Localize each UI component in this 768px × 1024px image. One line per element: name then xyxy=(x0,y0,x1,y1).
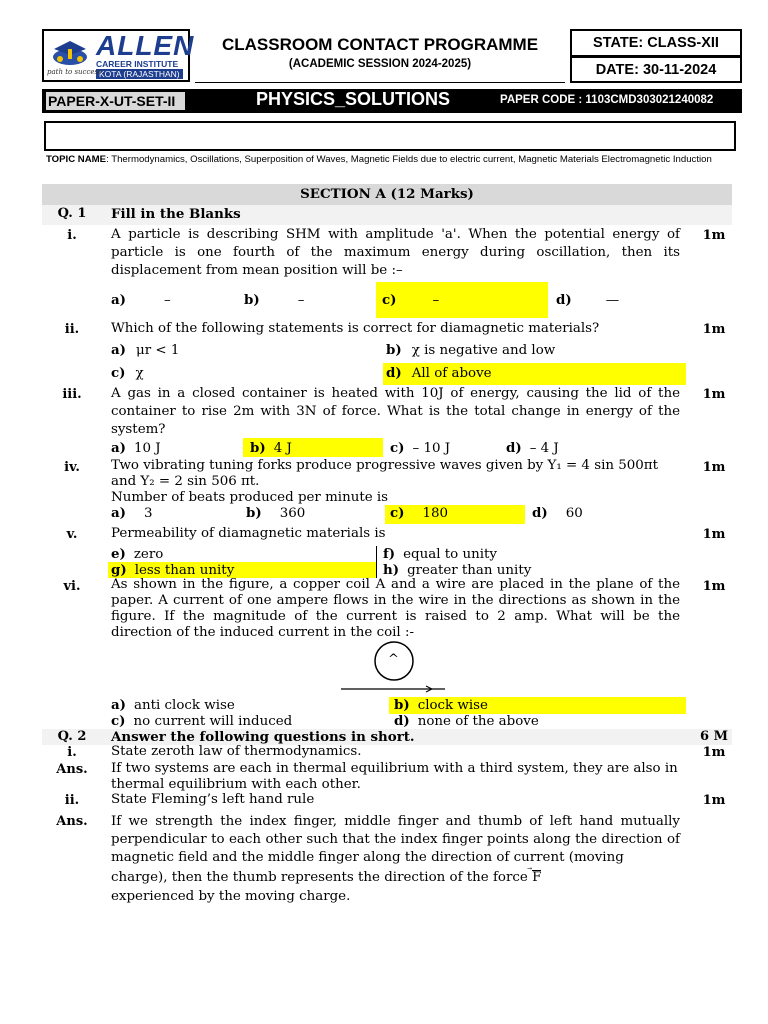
q1-iv-option-d: d) 60 xyxy=(532,505,583,521)
q1-v-option-e: e) zero xyxy=(111,546,164,562)
logo-tagline: path to success xyxy=(47,68,102,76)
q1-iii-option-d: d) – 4 J xyxy=(506,440,559,456)
q2-ii-number: ii. xyxy=(64,793,80,808)
q1-iv-option-b: b) 360 xyxy=(246,505,306,521)
q1-i-number: i. xyxy=(67,228,77,243)
force-symbol: F xyxy=(532,870,542,885)
logo-brand: ALLEN xyxy=(96,30,195,61)
q2-i-answer-text: If two systems are each in thermal equilibrium with a third system, they are also in thermal equilibrium with each other. xyxy=(111,761,678,792)
q1-v-divider xyxy=(376,546,377,578)
coil-symbol: ^ xyxy=(388,652,399,667)
allen-logo-icon xyxy=(48,35,92,69)
q1-iii-option-a: a) 10 J xyxy=(111,440,161,456)
q1-iv-text-3: Number of beats produced per minute is xyxy=(111,490,389,505)
q1-v-option-g: g) less than unity xyxy=(111,562,235,578)
q1-vi-number: vi. xyxy=(63,579,81,594)
q1-vi-option-b: b) clock wise xyxy=(394,697,488,713)
topic-line xyxy=(46,154,736,166)
q1-iii-number: iii. xyxy=(62,387,82,402)
paper-set: PAPER-X-UT-SET-II xyxy=(46,92,185,110)
q2-ii-answer-text-2 xyxy=(111,869,680,887)
q1-vi-option-d: d) none of the above xyxy=(394,713,539,729)
q1-title: Fill in the Blanks xyxy=(111,206,241,222)
topic-label: TOPIC NAME xyxy=(46,154,107,165)
q1-iv-option-a: a) 3 xyxy=(111,505,153,521)
logo-sub: CAREER INSTITUTE xyxy=(96,59,179,69)
q2-ii-mark: 1m xyxy=(702,793,726,808)
force-vector xyxy=(532,869,541,887)
q2-ii-text: State Fleming’s left hand rule xyxy=(111,792,315,807)
q1-iii-text: A gas in a closed container is heated with 10J of energy, causing the lid of the container to rise 2m with 3N of force. What is the total change in energy of the system? xyxy=(111,386,680,437)
q1-iv-text-2: and Y₂ = 2 sin 506 πt. xyxy=(111,474,260,489)
q1-iv-option-c: c) 180 xyxy=(390,505,449,521)
q1-i-option-a: a) – xyxy=(111,292,171,308)
q2-i-answer-label: Ans. xyxy=(56,762,88,777)
q1-vi-text: As shown in the figure, a copper coil A and a wire are placed in the plane of the paper. A current of one ampere flows in the wire in the directions as shown in the figure. If the magnitude of the current is raised to 2 amp. What will be the direction of the induced current in the coil :- xyxy=(111,577,680,640)
q1-iv-mark: 1m xyxy=(702,460,726,475)
subject-title: PHYSICS_SOLUTIONS xyxy=(256,89,451,109)
q1-iii-option-c: c) – 10 J xyxy=(390,440,451,456)
q2-i-text: State zeroth law of thermodynamics. xyxy=(111,744,362,759)
q1-ii-text: Which of the following statements is correct for diamagnetic materials? xyxy=(111,321,600,336)
q1-i-option-c: c) – xyxy=(382,292,440,308)
q1-vi-option-c: c) no current will induced xyxy=(111,713,293,729)
q2-title: Answer the following questions in short. xyxy=(111,729,415,745)
q1-ii-option-d: d) All of above xyxy=(386,365,492,381)
section-a-heading: SECTION A (12 Marks) xyxy=(42,184,732,205)
date-label: DATE: 30-11-2024 xyxy=(595,62,717,78)
q1-iv-text-1: Two vibrating tuning forks produce progressive waves given by Y₁ = 4 sin 500πt xyxy=(111,458,658,473)
q2-i-number: i. xyxy=(67,745,77,760)
programme-title: CLASSROOM CONTACT PROGRAMME xyxy=(221,35,539,54)
q2-ii-answer-text-3: experienced by the moving charge. xyxy=(111,889,351,904)
q1-vi-mark: 1m xyxy=(702,579,726,594)
q1-i-text: A particle is describing SHM with amplitude 'a'. When the potential energy of particle is one fourth of the maximum energy during oscillation, then its displacement from mean position will be :– xyxy=(111,227,680,278)
state-box xyxy=(570,29,742,57)
q1-iii-option-b: b) 4 J xyxy=(250,440,292,456)
q1-vi-option-a: a) anti clock wise xyxy=(111,697,235,713)
q1-v-text: Permeability of diamagnetic materials is xyxy=(111,526,386,541)
header-rule xyxy=(195,82,565,83)
q2-ii-answer-label: Ans. xyxy=(56,814,88,829)
q1-v-mark: 1m xyxy=(702,527,726,542)
q1-iii-mark: 1m xyxy=(702,387,726,402)
q1-i-option-b: b) – xyxy=(244,292,305,308)
q1-number: Q. 1 xyxy=(57,206,87,221)
q1-i-option-d: d) — xyxy=(556,292,620,308)
coil-wire-figure xyxy=(338,638,448,696)
state-label: STATE: CLASS-XII xyxy=(593,35,719,51)
paper-code: PAPER CODE : 1103CMD303021240082 xyxy=(500,94,714,106)
q1-ii-number: ii. xyxy=(64,322,80,337)
q1-ii-option-b: b) χ is negative and low xyxy=(386,342,556,358)
q2-i-mark: 1m xyxy=(702,745,726,760)
logo-box xyxy=(42,29,195,82)
student-info-box xyxy=(44,121,736,151)
topic-text: : Thermodynamics, Oscillations, Superposition of Waves, Magnetic Fields due to electric current, Magnetic Materials Electromagnetic Induction xyxy=(106,154,712,165)
q2-number: Q. 2 xyxy=(57,729,87,744)
q1-ii-option-a: a) μr < 1 xyxy=(111,342,180,358)
q1-ii-mark: 1m xyxy=(702,322,726,337)
q2-ii-answer-text-1: If we strength the index finger, middle finger and thumb of left hand mutually perpendicular to each other such that the index finger points along the direction of magnetic field and the middle finger along the direction of current (moving xyxy=(111,814,680,865)
q1-v-option-h: h) greater than unity xyxy=(383,562,532,578)
q1-iv-number: iv. xyxy=(64,460,80,475)
logo-place: KOTA (RAJASTHAN) xyxy=(96,69,183,79)
q1-i-mark: 1m xyxy=(702,228,726,243)
session: (ACADEMIC SESSION 2024-2025) xyxy=(288,58,472,70)
date-box xyxy=(570,56,742,83)
q1-v-option-f: f) equal to unity xyxy=(383,546,497,562)
q1-v-number: v. xyxy=(66,527,78,542)
q2-mark: 6 M xyxy=(700,729,728,744)
paper-bar xyxy=(42,89,742,113)
q1-ii-option-c: c) χ xyxy=(111,365,144,381)
q2-ii-answer-line: charge), then the thumb represents the direction of the force xyxy=(111,870,528,885)
